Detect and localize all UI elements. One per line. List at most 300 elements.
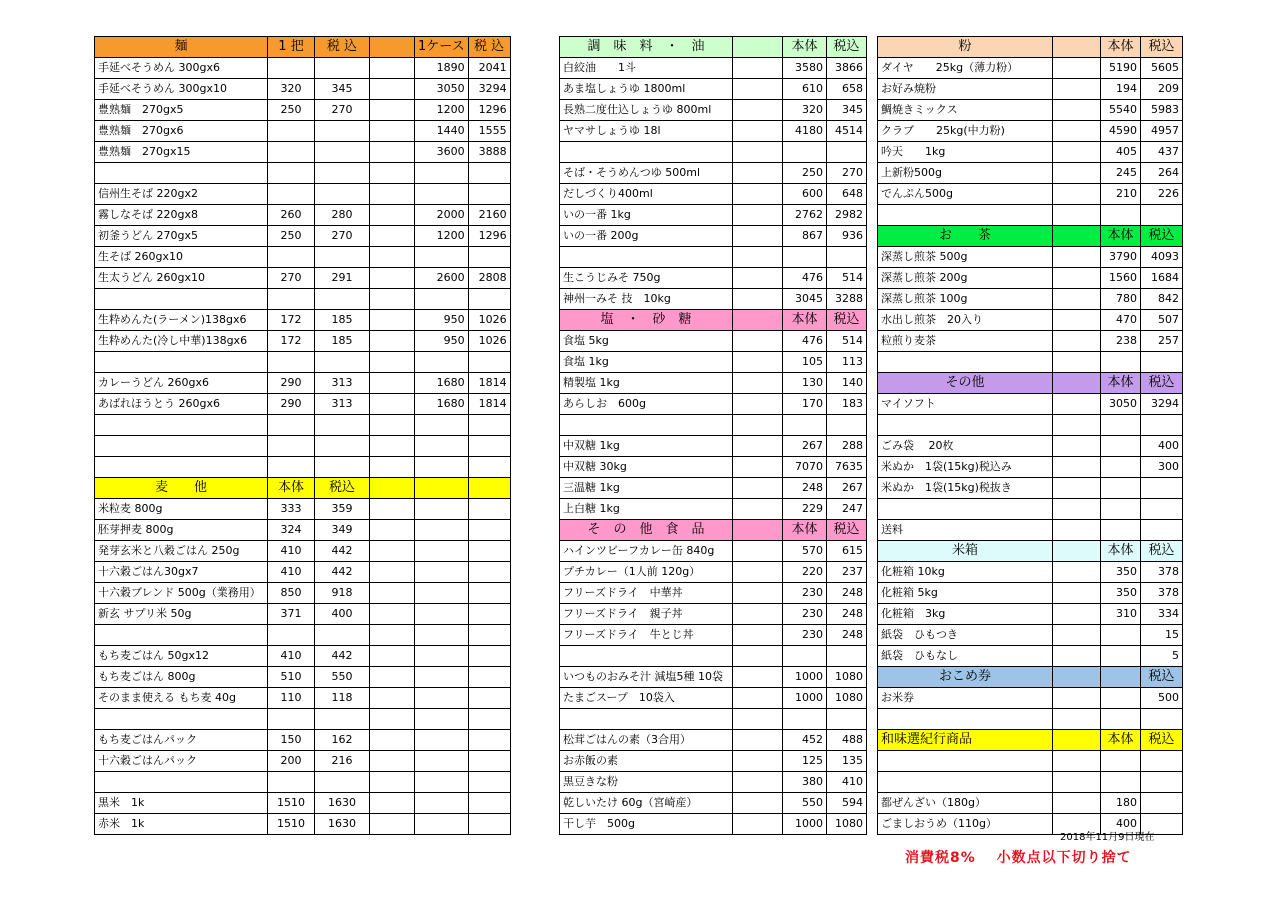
price-cell xyxy=(1053,520,1101,541)
price-cell xyxy=(1141,772,1183,793)
price-cell: 2041 xyxy=(468,58,510,79)
price-cell: 本体 xyxy=(783,37,827,58)
item-name: もち麦ごはん 50gx12 xyxy=(95,646,268,667)
table-row xyxy=(95,310,511,331)
price-cell: 229 xyxy=(783,499,827,520)
price-cell xyxy=(1141,751,1183,772)
item-name: お赤飯の素 xyxy=(560,751,733,772)
price-cell: 1000 xyxy=(783,688,827,709)
price-cell xyxy=(733,37,783,58)
price-cell: 400 xyxy=(315,604,370,625)
price-cell: 476 xyxy=(783,331,827,352)
price-cell xyxy=(733,100,783,121)
item-name: あばれほうとう 260gx6 xyxy=(95,394,268,415)
table-row xyxy=(560,394,867,415)
price-cell: 270 xyxy=(268,268,315,289)
price-cell xyxy=(370,142,415,163)
price-cell xyxy=(733,205,783,226)
item-name: 中双糖 1kg xyxy=(560,436,733,457)
price-cell: 3600 xyxy=(415,142,469,163)
price-cell: 185 xyxy=(315,310,370,331)
price-cell xyxy=(733,163,783,184)
price-cell: 850 xyxy=(268,583,315,604)
table-row xyxy=(95,373,511,394)
price-cell: 180 xyxy=(1101,793,1141,814)
price-cell: 245 xyxy=(1101,163,1141,184)
price-cell xyxy=(783,415,827,436)
price-cell xyxy=(370,646,415,667)
price-cell: 410 xyxy=(268,562,315,583)
price-cell xyxy=(370,583,415,604)
price-cell: 1440 xyxy=(415,121,469,142)
price-cell: 185 xyxy=(315,331,370,352)
price-cell: 2600 xyxy=(415,268,469,289)
price-cell: 410 xyxy=(827,772,867,793)
price-cell xyxy=(733,58,783,79)
price-cell xyxy=(733,331,783,352)
price-cell xyxy=(1101,772,1141,793)
table-row xyxy=(95,415,511,436)
price-cell: 264 xyxy=(1141,163,1183,184)
table-row xyxy=(878,520,1183,541)
table-row xyxy=(560,100,867,121)
table-row xyxy=(560,751,867,772)
price-cell xyxy=(315,58,370,79)
item-name: 生太うどん 260gx10 xyxy=(95,268,268,289)
price-cell xyxy=(370,415,415,436)
price-cell: 345 xyxy=(315,79,370,100)
price-cell: 209 xyxy=(1141,79,1183,100)
price-cell: 3790 xyxy=(1101,247,1141,268)
price-cell: 410 xyxy=(268,541,315,562)
price-cell: 3866 xyxy=(827,58,867,79)
table-row xyxy=(560,268,867,289)
price-cell: 378 xyxy=(1141,562,1183,583)
item-name xyxy=(95,289,268,310)
table-row xyxy=(95,541,511,562)
price-cell: 1026 xyxy=(468,331,510,352)
price-cell: 105 xyxy=(783,352,827,373)
table-row xyxy=(560,373,867,394)
price-cell xyxy=(1101,205,1141,226)
price-cell xyxy=(827,646,867,667)
table-row xyxy=(878,625,1183,646)
price-cell: 1510 xyxy=(268,793,315,814)
price-cell: 310 xyxy=(1101,604,1141,625)
price-cell: 1080 xyxy=(827,667,867,688)
price-cell: 936 xyxy=(827,226,867,247)
section-title: 調 味 料 ・ 油 xyxy=(560,37,733,58)
price-cell xyxy=(415,457,469,478)
price-cell xyxy=(1101,457,1141,478)
price-cell xyxy=(1141,709,1183,730)
price-cell: 476 xyxy=(783,268,827,289)
price-cell: 3045 xyxy=(783,289,827,310)
item-name xyxy=(878,415,1053,436)
price-cell xyxy=(1141,520,1183,541)
table-row xyxy=(878,751,1183,772)
price-cell xyxy=(415,478,469,499)
price-cell: 220 xyxy=(783,562,827,583)
price-cell: 247 xyxy=(827,499,867,520)
noodle-table-body xyxy=(95,37,511,835)
price-cell: 333 xyxy=(268,499,315,520)
price-cell: 172 xyxy=(268,310,315,331)
table-row xyxy=(95,100,511,121)
table-row xyxy=(560,709,867,730)
item-name: 発芽玄米と八穀ごはん 250g xyxy=(95,541,268,562)
price-cell: 267 xyxy=(783,436,827,457)
price-cell xyxy=(370,772,415,793)
price-cell: 1684 xyxy=(1141,268,1183,289)
table-row xyxy=(95,352,511,373)
table-row xyxy=(878,415,1183,436)
price-cell: 250 xyxy=(268,100,315,121)
table-row xyxy=(560,226,867,247)
price-cell: 1560 xyxy=(1101,268,1141,289)
price-cell xyxy=(1053,247,1101,268)
price-cell xyxy=(315,289,370,310)
item-name: 乾しいたけ 60g（宮崎産） xyxy=(560,793,733,814)
table-row xyxy=(560,457,867,478)
section-title: 麺 xyxy=(95,37,268,58)
table-row xyxy=(560,730,867,751)
table-row xyxy=(560,772,867,793)
price-cell xyxy=(415,688,469,709)
price-cell xyxy=(415,541,469,562)
table-row xyxy=(878,268,1183,289)
price-cell xyxy=(370,730,415,751)
price-cell xyxy=(468,415,510,436)
price-cell: 270 xyxy=(315,100,370,121)
price-cell xyxy=(1053,289,1101,310)
section-title: 粉 xyxy=(878,37,1053,58)
price-cell: 248 xyxy=(783,478,827,499)
price-cell: 3294 xyxy=(1141,394,1183,415)
price-cell xyxy=(468,457,510,478)
price-cell xyxy=(1053,793,1101,814)
price-cell xyxy=(370,247,415,268)
table-row xyxy=(95,268,511,289)
price-cell: 514 xyxy=(827,331,867,352)
price-cell xyxy=(468,583,510,604)
price-cell: 1680 xyxy=(415,373,469,394)
price-cell: 594 xyxy=(827,793,867,814)
price-cell xyxy=(733,541,783,562)
price-cell xyxy=(1101,688,1141,709)
item-name xyxy=(878,205,1053,226)
price-cell xyxy=(370,289,415,310)
price-cell xyxy=(315,457,370,478)
price-cell: 210 xyxy=(1101,184,1141,205)
price-cell xyxy=(268,184,315,205)
item-name: 米ぬか 1袋(15kg)税抜き xyxy=(878,478,1053,499)
section-header-row xyxy=(560,37,867,58)
price-cell xyxy=(468,646,510,667)
price-cell: 110 xyxy=(268,688,315,709)
table-row xyxy=(95,730,511,751)
price-cell: 442 xyxy=(315,562,370,583)
price-cell xyxy=(468,184,510,205)
item-name: もち麦ごはん 800g xyxy=(95,667,268,688)
price-cell: 3050 xyxy=(1101,394,1141,415)
price-cell xyxy=(315,709,370,730)
table-row xyxy=(560,583,867,604)
item-name: プチカレー（1人前 120g） xyxy=(560,562,733,583)
price-cell xyxy=(315,142,370,163)
table-row xyxy=(878,709,1183,730)
price-cell xyxy=(733,310,783,331)
item-name: 紙袋 ひもなし xyxy=(878,646,1053,667)
section-header-row xyxy=(878,667,1183,688)
price-cell xyxy=(1053,499,1101,520)
price-cell xyxy=(1101,352,1141,373)
price-cell xyxy=(415,646,469,667)
item-name xyxy=(560,142,733,163)
table-row xyxy=(95,562,511,583)
price-cell xyxy=(1101,646,1141,667)
price-cell: 1ケース xyxy=(415,37,469,58)
price-cell: 248 xyxy=(827,625,867,646)
item-name: 食塩 1kg xyxy=(560,352,733,373)
price-cell xyxy=(415,520,469,541)
item-name: クラブ 25kg(中力粉) xyxy=(878,121,1053,142)
item-name: 水出し煎茶 20入り xyxy=(878,310,1053,331)
price-cell xyxy=(468,247,510,268)
price-cell xyxy=(370,751,415,772)
table-row xyxy=(560,247,867,268)
price-cell xyxy=(415,415,469,436)
price-cell: 1680 xyxy=(415,394,469,415)
price-cell: 125 xyxy=(783,751,827,772)
item-name: 化粧箱 10kg xyxy=(878,562,1053,583)
table-row xyxy=(560,79,867,100)
price-cell xyxy=(370,310,415,331)
price-cell xyxy=(370,226,415,247)
price-cell xyxy=(370,100,415,121)
price-cell xyxy=(315,121,370,142)
section-header-row xyxy=(560,520,867,541)
price-cell: 本体 xyxy=(783,520,827,541)
price-cell xyxy=(733,184,783,205)
price-cell: 405 xyxy=(1101,142,1141,163)
price-cell xyxy=(733,667,783,688)
item-name xyxy=(560,247,733,268)
price-cell xyxy=(733,478,783,499)
section-title: そ の 他 食 品 xyxy=(560,520,733,541)
price-cell xyxy=(733,604,783,625)
table-row xyxy=(95,499,511,520)
price-cell xyxy=(1053,100,1101,121)
price-cell xyxy=(733,226,783,247)
price-cell xyxy=(370,331,415,352)
item-name: いつものおみそ汁 減塩5種 10袋 xyxy=(560,667,733,688)
price-cell: 15 xyxy=(1141,625,1183,646)
table-row xyxy=(95,331,511,352)
price-cell xyxy=(268,247,315,268)
price-cell: 780 xyxy=(1101,289,1141,310)
table-row xyxy=(878,184,1183,205)
price-cell xyxy=(370,562,415,583)
price-cell: 税込 xyxy=(827,310,867,331)
price-cell xyxy=(1101,751,1141,772)
table-row xyxy=(878,604,1183,625)
item-name xyxy=(95,709,268,730)
price-cell xyxy=(468,604,510,625)
price-cell xyxy=(1053,730,1101,751)
price-cell xyxy=(468,436,510,457)
price-cell xyxy=(415,184,469,205)
price-cell xyxy=(1053,457,1101,478)
price-cell xyxy=(315,352,370,373)
item-name: もち麦ごはんパック xyxy=(95,730,268,751)
price-cell xyxy=(370,604,415,625)
price-cell xyxy=(268,352,315,373)
table-row xyxy=(878,121,1183,142)
price-cell xyxy=(468,793,510,814)
price-cell xyxy=(268,142,315,163)
price-cell xyxy=(1053,436,1101,457)
price-cell xyxy=(733,814,783,835)
price-cell xyxy=(268,772,315,793)
price-cell xyxy=(370,625,415,646)
price-cell xyxy=(468,499,510,520)
section-header-row xyxy=(95,478,511,499)
price-cell: 2808 xyxy=(468,268,510,289)
table-row xyxy=(95,751,511,772)
price-cell: 615 xyxy=(827,541,867,562)
item-name: 紙袋 ひもつき xyxy=(878,625,1053,646)
price-cell xyxy=(468,625,510,646)
price-cell xyxy=(827,415,867,436)
price-cell xyxy=(1053,142,1101,163)
price-cell xyxy=(370,163,415,184)
table-row xyxy=(560,352,867,373)
price-cell: 113 xyxy=(827,352,867,373)
table-row xyxy=(878,772,1183,793)
table-row xyxy=(560,562,867,583)
table-row xyxy=(560,142,867,163)
price-cell: 842 xyxy=(1141,289,1183,310)
price-cell xyxy=(370,793,415,814)
item-name: 信州生そば 220gx2 xyxy=(95,184,268,205)
price-cell: 350 xyxy=(1101,562,1141,583)
price-cell xyxy=(268,58,315,79)
price-cell xyxy=(733,247,783,268)
table-row xyxy=(560,814,867,835)
price-cell xyxy=(415,751,469,772)
price-cell: 150 xyxy=(268,730,315,751)
price-cell: 230 xyxy=(783,583,827,604)
price-cell xyxy=(370,457,415,478)
item-name: 深蒸し煎茶 500g xyxy=(878,247,1053,268)
price-cell xyxy=(733,562,783,583)
price-cell xyxy=(827,247,867,268)
item-name: フリーズドライ 牛とじ丼 xyxy=(560,625,733,646)
table-row xyxy=(95,226,511,247)
price-cell: 本体 xyxy=(268,478,315,499)
item-name xyxy=(560,646,733,667)
item-name: 十六穀ごはん30gx7 xyxy=(95,562,268,583)
table-row xyxy=(95,688,511,709)
price-cell xyxy=(1053,37,1101,58)
price-cell: 437 xyxy=(1141,142,1183,163)
section-header-row xyxy=(878,226,1183,247)
table-row xyxy=(95,184,511,205)
seasoning-food-price-table xyxy=(559,36,867,835)
item-name xyxy=(95,625,268,646)
price-cell: 400 xyxy=(1141,436,1183,457)
item-name: 松茸ごはんの素（3合用） xyxy=(560,730,733,751)
table-row xyxy=(95,604,511,625)
price-cell: 250 xyxy=(268,226,315,247)
item-name xyxy=(560,415,733,436)
price-cell xyxy=(1053,58,1101,79)
price-cell xyxy=(1053,184,1101,205)
price-cell: 4514 xyxy=(827,121,867,142)
table-row xyxy=(95,436,511,457)
price-cell xyxy=(415,163,469,184)
table-row xyxy=(878,562,1183,583)
table-row xyxy=(560,793,867,814)
table-row xyxy=(560,541,867,562)
price-cell: 2762 xyxy=(783,205,827,226)
item-name: お好み焼粉 xyxy=(878,79,1053,100)
price-cell: 194 xyxy=(1101,79,1141,100)
item-name: 精製塩 1kg xyxy=(560,373,733,394)
price-cell xyxy=(733,709,783,730)
price-cell xyxy=(1053,667,1101,688)
price-cell: 1 把 xyxy=(268,37,315,58)
price-cell xyxy=(370,709,415,730)
price-cell: 3888 xyxy=(468,142,510,163)
as-of-date: 2018年11月9日現在 xyxy=(1060,832,1155,843)
item-name: 粒煎り麦茶 xyxy=(878,331,1053,352)
price-cell xyxy=(1053,562,1101,583)
price-cell xyxy=(733,730,783,751)
price-cell: 130 xyxy=(783,373,827,394)
item-name: 鯛焼きミックス xyxy=(878,100,1053,121)
price-cell: 1026 xyxy=(468,310,510,331)
item-name: 生粋めんた(ラーメン)138gx6 xyxy=(95,310,268,331)
price-cell xyxy=(733,352,783,373)
item-name: 食塩 5kg xyxy=(560,331,733,352)
table-row xyxy=(878,457,1183,478)
section-header-row xyxy=(878,373,1183,394)
price-cell xyxy=(415,247,469,268)
section-header-row xyxy=(878,541,1183,562)
price-cell: 2160 xyxy=(468,205,510,226)
price-cell: 1630 xyxy=(315,793,370,814)
item-name: あま塩しょうゆ 1800ml xyxy=(560,79,733,100)
price-cell xyxy=(415,730,469,751)
price-cell: 5983 xyxy=(1141,100,1183,121)
price-cell xyxy=(733,772,783,793)
table-row xyxy=(878,583,1183,604)
price-cell: 410 xyxy=(268,646,315,667)
price-cell xyxy=(468,562,510,583)
price-cell: 350 xyxy=(1101,583,1141,604)
item-name: 十六穀ごはんパック xyxy=(95,751,268,772)
table-row xyxy=(560,688,867,709)
price-cell: 600 xyxy=(783,184,827,205)
section-header-row xyxy=(560,310,867,331)
price-cell: 237 xyxy=(827,562,867,583)
price-cell xyxy=(1101,478,1141,499)
flour-tea-other-price-table xyxy=(877,36,1183,835)
noodle-barley-price-table xyxy=(94,36,511,835)
price-cell: 1080 xyxy=(827,688,867,709)
